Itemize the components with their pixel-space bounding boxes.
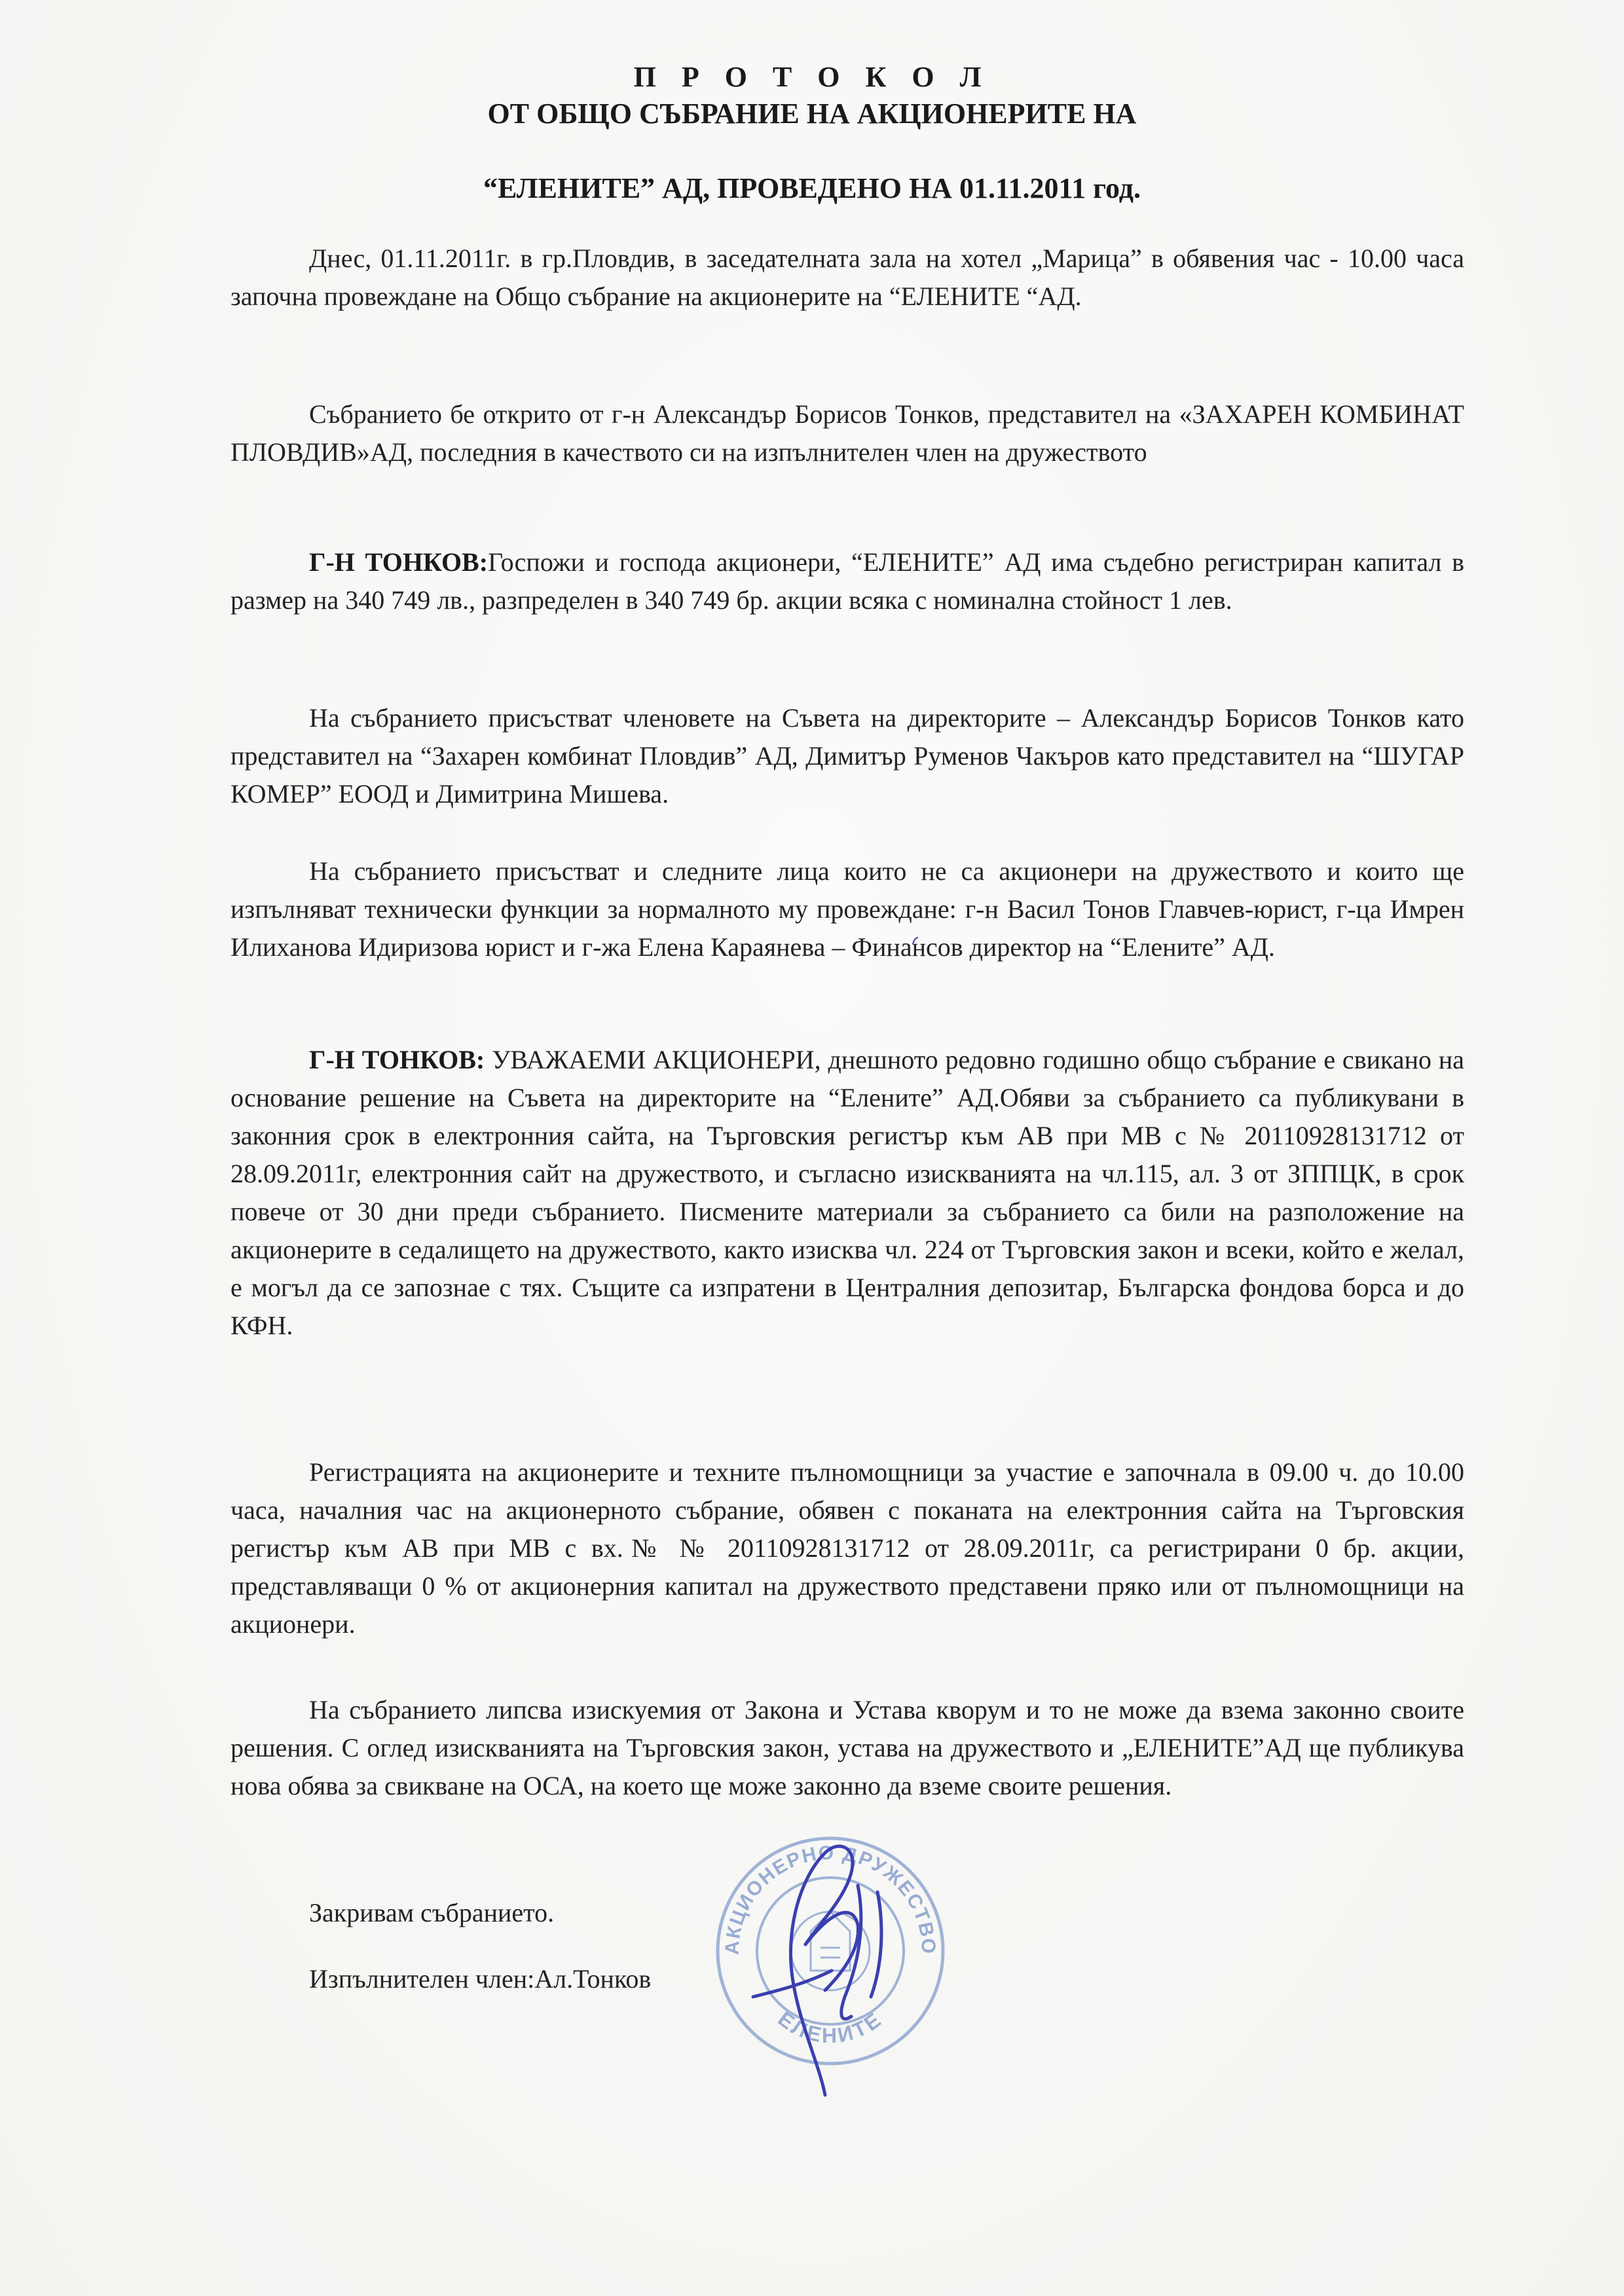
stamp-text-bottom: ЕЛЕНИТЕ (773, 2007, 887, 2048)
paragraph-board-members: На събранието присъстват членовете на Съвета на директорите – Александър Борисов Тонков като представител на “Захарен комбинат Пловдив” АД, Димитър Руменов Чакъров като представител на “ШУГАР КОМЕР” ЕООД и Димитрина Мишева. (231, 703, 1464, 809)
paragraph-quorum: На събранието липсва изискуемия от Закона и Устава кворум и то не може да взема законно своите решения. С оглед изискванията на Търговския закон, устава на дружеството и „ЕЛЕНИТЕ”АД ще публикува нова обява за свикване на ОСА, на което ще може законно да вземе своите решения. (231, 1695, 1464, 1800)
handwritten-signature-icon (727, 1827, 936, 2102)
paragraph-attendees: На събранието присъстват и следните лица които не са акционери на дружеството и които ще изпълняват технически функции за нормалното му провеждане: г-н Васил Тонов Главчев-юрист, г-ца Имрен Илиханова Идиризова юрист и г-жа Елена Караянева – Финансов директор на “Елените” АД. (231, 856, 1464, 962)
document-title: П Р О Т О К О Л (633, 61, 991, 93)
paragraph-opening: Днес, 01.11.2011г. в гр.Пловдив, в заседателната зала на хотел „Марица” в обявения час - 10.00 часа започна провеждане на Общо събрание на акционерите на “ЕЛЕНИТЕ “АД. (231, 244, 1464, 311)
document-subtitle-company: “ЕЛЕНИТЕ” АД, ПРОВЕДЕНО НА 01.11.2011 год. (483, 172, 1141, 204)
speaker-label: Г-Н ТОНКОВ: (309, 1045, 485, 1074)
speaker-label: Г-Н ТОНКОВ: (309, 547, 489, 577)
ink-mark (912, 936, 919, 945)
stamp-text-top: АКЦИОНЕРНО ДРУЖЕСТВО (721, 1842, 940, 1956)
paragraph-convocation (231, 1041, 1464, 1345)
paragraph-capital (231, 543, 1464, 619)
paragraph-convocation-text: УВАЖАЕМИ АКЦИОНЕРИ, днешното редовно годишно общо събрание е свикано на основание решение на Съвета на директорите на “Елените” АД.Обяви за събранието са публикувани в законния срок в електронния сайта, на Търговския регистър към АВ при МВ с № 20110928131712 от 28.09.2011г, електронния сайт на дружеството, и съгласно изискванията на чл.115, ал. 3 от ЗППЦК, в срок повече от 30 дни преди събранието. Писмените материали за събранието са били на разположение на акционерите в седалището на дружеството, както изисква чл. 224 от Търговския закон и всеки, който е желал, е могъл да се запознае с тях. Същите са изпратени в Централния депозитар, Българска фондова борса и до КФН. (231, 1045, 1464, 1340)
document-subtitle: ОТ ОБЩО СЪБРАНИЕ НА АКЦИОНЕРИТЕ НА (487, 98, 1137, 130)
closing-statement: Закривам събранието. (309, 1898, 555, 1927)
paragraph-capital-text: Госпожи и господа акционери, “ЕЛЕНИТЕ” АД има съдебно регистриран капитал в размер на 340 749 лв., разпределен в 340 749 бр. акции всяка с номинална стойност 1 лев. (231, 547, 1464, 615)
paragraph-opened-by: Събранието бе открито от г-н Александър Борисов Тонков, представител на «ЗАХАРЕН КОМБИНАТ ПЛОВДИВ»АД, последния в качеството си на изпълнителен член на дружеството (231, 399, 1464, 467)
signatory-line: Изпълнителен член:Ал.Тонков (309, 1964, 652, 1994)
paragraph-registration: Регистрацията на акционерите и техните пълномощници за участие е започнала в 09.00 ч. до 10.00 часа, началния час на акционерното събрание, обявен с поканата на електронния сайта на Търговския регистър към АВ при МВ с вх.№ № 20110928131712 от 28.09.2011г, са регистрирани 0 бр. акции, представляващи 0 % от акционерния капитал на дружеството представени пряко или от пълномощници на акционери. (231, 1457, 1464, 1639)
